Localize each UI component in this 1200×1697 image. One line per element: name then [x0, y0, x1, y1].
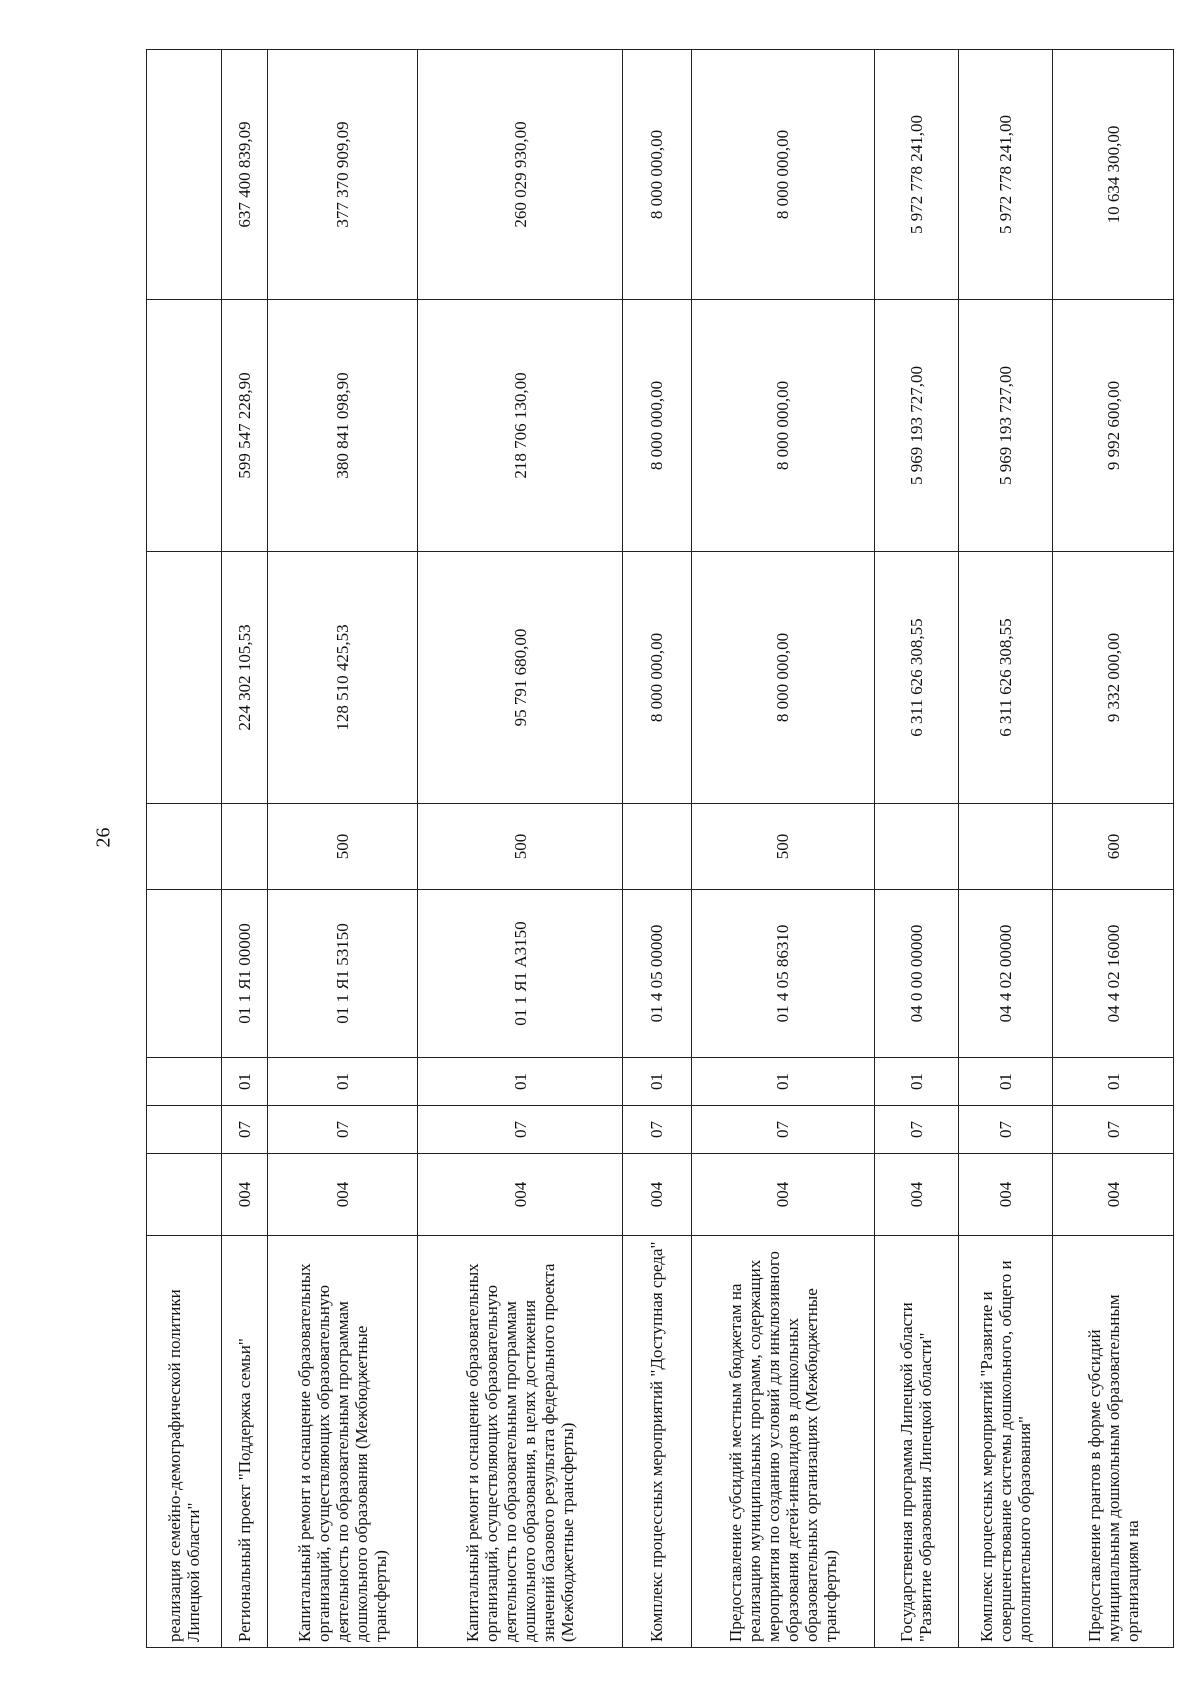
cell-subsection: 01 — [622, 1058, 691, 1106]
cell-name: Комплекс процессных мероприятий "Развитие и совершенствование системы дошкольного, общего и дополнительного образования" — [958, 1236, 1053, 1648]
table-row — [874, 50, 958, 1648]
cell-expense-type — [147, 804, 222, 890]
cell-subsection — [147, 1058, 222, 1106]
cell-subsection: 01 — [958, 1058, 1053, 1106]
cell-amount-2: 8 000 000,00 — [691, 300, 874, 552]
cell-target-article: 04 4 02 00000 — [958, 890, 1053, 1058]
cell-section: 07 — [958, 1106, 1053, 1154]
cell-name: реализация семейно-демографической политики Липецкой области" — [147, 1236, 222, 1648]
cell-target-article: 01 4 05 86310 — [691, 890, 874, 1058]
cell-amount-3: 8 000 000,00 — [622, 50, 691, 300]
table-row — [418, 50, 623, 1648]
cell-expense-type — [622, 804, 691, 890]
cell-ministry: 004 — [267, 1154, 418, 1236]
cell-expense-type: 600 — [1053, 804, 1174, 890]
cell-name: Капитальный ремонт и оснащение образовательных организаций, осуществляющих образовательную деятельность по образовательным программам дошкольного образования (Межбюджетные трансферты) — [267, 1236, 418, 1648]
rotated-page — [146, 50, 1174, 1648]
cell-expense-type — [222, 804, 267, 890]
cell-name: Региональный проект "Поддержка семьи" — [222, 1236, 267, 1648]
cell-name: Государственная программа Липецкой области "Развитие образования Липецкой области" — [874, 1236, 958, 1648]
page-number: 26 — [92, 827, 115, 848]
cell-ministry: 004 — [874, 1154, 958, 1236]
cell-amount-2: 9 992 600,00 — [1053, 300, 1174, 552]
cell-ministry: 004 — [622, 1154, 691, 1236]
cell-amount-3: 260 029 930,00 — [418, 50, 623, 300]
cell-section: 07 — [1053, 1106, 1174, 1154]
cell-amount-3: 5 972 778 241,00 — [958, 50, 1053, 300]
cell-amount-3: 10 634 300,00 — [1053, 50, 1174, 300]
cell-expense-type — [874, 804, 958, 890]
cell-target-article: 01 1 Я1 53150 — [267, 890, 418, 1058]
cell-ministry: 004 — [691, 1154, 874, 1236]
cell-section: 07 — [267, 1106, 418, 1154]
cell-subsection: 01 — [691, 1058, 874, 1106]
cell-section: 07 — [222, 1106, 267, 1154]
cell-amount-2: 599 547 228,90 — [222, 300, 267, 552]
cell-amount-2 — [147, 300, 222, 552]
table-row — [1053, 50, 1174, 1648]
cell-subsection: 01 — [267, 1058, 418, 1106]
cell-section: 07 — [418, 1106, 623, 1154]
table-row — [691, 50, 874, 1648]
cell-amount-1: 95 791 680,00 — [418, 552, 623, 804]
cell-expense-type: 500 — [418, 804, 623, 890]
cell-expense-type: 500 — [691, 804, 874, 890]
cell-section: 07 — [622, 1106, 691, 1154]
cell-amount-1: 6 311 626 308,55 — [958, 552, 1053, 804]
cell-target-article: 01 1 Я1 А3150 — [418, 890, 623, 1058]
table-body — [147, 50, 1174, 1648]
table-row — [622, 50, 691, 1648]
cell-subsection: 01 — [1053, 1058, 1174, 1106]
cell-amount-2: 218 706 130,00 — [418, 300, 623, 552]
cell-amount-2: 5 969 193 727,00 — [958, 300, 1053, 552]
cell-ministry: 004 — [958, 1154, 1053, 1236]
cell-name: Капитальный ремонт и оснащение образовательных организаций, осуществляющих образовательную деятельность по образовательным программам дошкольного образования, в целях достижения значений базового результата федерального проекта (Межбюджетные трансферты) — [418, 1236, 623, 1648]
cell-subsection: 01 — [222, 1058, 267, 1106]
cell-target-article: 01 1 Я1 00000 — [222, 890, 267, 1058]
cell-amount-1: 8 000 000,00 — [622, 552, 691, 804]
cell-target-article: 01 4 05 00000 — [622, 890, 691, 1058]
cell-name: Комплекс процессных мероприятий "Доступная среда" — [622, 1236, 691, 1648]
cell-expense-type: 500 — [267, 804, 418, 890]
cell-amount-3: 5 972 778 241,00 — [874, 50, 958, 300]
cell-amount-3: 8 000 000,00 — [691, 50, 874, 300]
cell-amount-1: 224 302 105,53 — [222, 552, 267, 804]
cell-ministry: 004 — [418, 1154, 623, 1236]
table-row — [267, 50, 418, 1648]
cell-section: 07 — [874, 1106, 958, 1154]
cell-amount-3 — [147, 50, 222, 300]
table-row — [147, 50, 222, 1648]
cell-amount-2: 8 000 000,00 — [622, 300, 691, 552]
cell-section: 07 — [691, 1106, 874, 1154]
cell-ministry — [147, 1154, 222, 1236]
table-row — [222, 50, 267, 1648]
cell-amount-3: 377 370 909,09 — [267, 50, 418, 300]
cell-amount-1: 8 000 000,00 — [691, 552, 874, 804]
cell-expense-type — [958, 804, 1053, 890]
table-row — [958, 50, 1053, 1648]
cell-name: Предоставление субсидий местным бюджетам на реализацию муниципальных программ, содержащих мероприятия по созданию условий для инклюзивного образования детей-инвалидов в дошкольных образовательных организациях (Межбюджетные трансферты) — [691, 1236, 874, 1648]
cell-amount-1: 6 311 626 308,55 — [874, 552, 958, 804]
cell-amount-3: 637 400 839,09 — [222, 50, 267, 300]
cell-amount-2: 380 841 098,90 — [267, 300, 418, 552]
budget-table — [146, 49, 1174, 1648]
cell-amount-1 — [147, 552, 222, 804]
cell-section — [147, 1106, 222, 1154]
cell-amount-1: 128 510 425,53 — [267, 552, 418, 804]
cell-target-article: 04 4 02 16000 — [1053, 890, 1174, 1058]
cell-target-article — [147, 890, 222, 1058]
cell-name: Предоставление грантов в форме субсидий муниципальным дошкольным образовательным организациям на — [1053, 1236, 1174, 1648]
cell-amount-2: 5 969 193 727,00 — [874, 300, 958, 552]
cell-subsection: 01 — [418, 1058, 623, 1106]
cell-ministry: 004 — [222, 1154, 267, 1236]
cell-target-article: 04 0 00 00000 — [874, 890, 958, 1058]
cell-amount-1: 9 332 000,00 — [1053, 552, 1174, 804]
cell-ministry: 004 — [1053, 1154, 1174, 1236]
cell-subsection: 01 — [874, 1058, 958, 1106]
